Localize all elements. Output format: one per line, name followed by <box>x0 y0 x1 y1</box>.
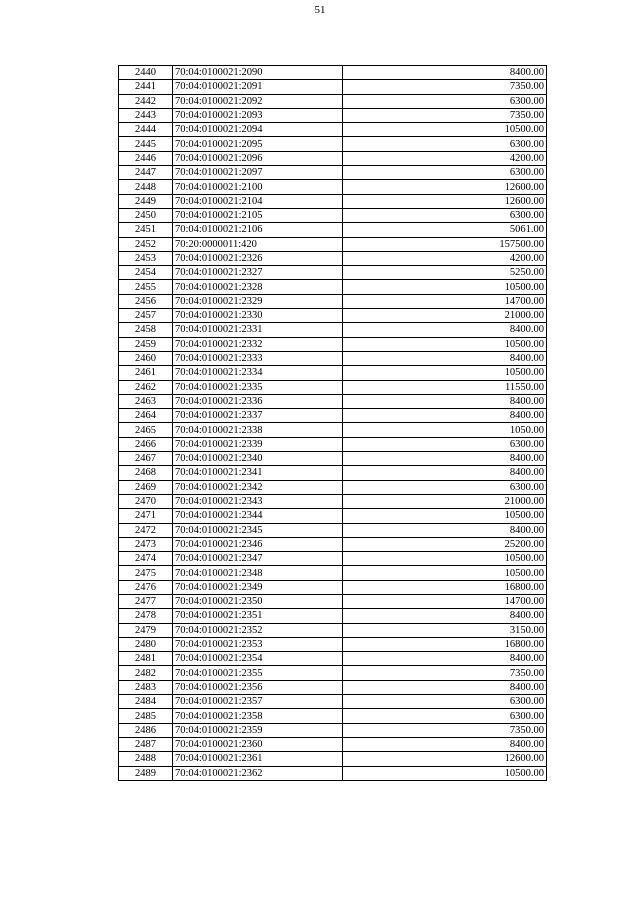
row-number-cell: 2440 <box>119 66 173 80</box>
row-number-cell: 2456 <box>119 294 173 308</box>
value-cell: 11550.00 <box>343 380 547 394</box>
table-row <box>119 723 547 737</box>
value-cell: 6300.00 <box>343 137 547 151</box>
row-number-cell: 2485 <box>119 709 173 723</box>
row-number-cell: 2477 <box>119 594 173 608</box>
value-cell: 10500.00 <box>343 509 547 523</box>
row-number-cell: 2475 <box>119 566 173 580</box>
row-number-cell: 2463 <box>119 394 173 408</box>
cadastral-number-cell: 70:04:0100021:2350 <box>173 594 343 608</box>
cadastral-number-cell: 70:04:0100021:2344 <box>173 509 343 523</box>
cadastral-number-cell: 70:04:0100021:2336 <box>173 394 343 408</box>
table-row <box>119 94 547 108</box>
value-cell: 10500.00 <box>343 366 547 380</box>
table-row <box>119 194 547 208</box>
cadastral-number-cell: 70:04:0100021:2343 <box>173 494 343 508</box>
cadastral-number-cell: 70:04:0100021:2104 <box>173 194 343 208</box>
table-row <box>119 537 547 551</box>
table-row <box>119 709 547 723</box>
table-row <box>119 480 547 494</box>
cadastral-number-cell: 70:04:0100021:2095 <box>173 137 343 151</box>
table-row <box>119 494 547 508</box>
table-row <box>119 123 547 137</box>
value-cell: 4200.00 <box>343 251 547 265</box>
value-cell: 5061.00 <box>343 223 547 237</box>
table-row <box>119 323 547 337</box>
row-number-cell: 2484 <box>119 695 173 709</box>
cadastral-number-cell: 70:04:0100021:2096 <box>173 151 343 165</box>
table-row <box>119 237 547 251</box>
cadastral-number-cell: 70:04:0100021:2353 <box>173 637 343 651</box>
cadastral-number-cell: 70:04:0100021:2346 <box>173 537 343 551</box>
row-number-cell: 2488 <box>119 752 173 766</box>
cadastral-number-cell: 70:04:0100021:2332 <box>173 337 343 351</box>
table-row <box>119 380 547 394</box>
row-number-cell: 2470 <box>119 494 173 508</box>
cadastral-number-cell: 70:04:0100021:2326 <box>173 251 343 265</box>
value-cell: 8400.00 <box>343 652 547 666</box>
cadastral-number-cell: 70:04:0100021:2360 <box>173 737 343 751</box>
value-cell: 6300.00 <box>343 208 547 222</box>
cadastral-number-cell: 70:04:0100021:2090 <box>173 66 343 80</box>
cadastral-number-cell: 70:04:0100021:2333 <box>173 351 343 365</box>
cadastral-number-cell: 70:04:0100021:2361 <box>173 752 343 766</box>
value-cell: 8400.00 <box>343 409 547 423</box>
cadastral-number-cell: 70:04:0100021:2329 <box>173 294 343 308</box>
cadastral-number-cell: 70:04:0100021:2093 <box>173 108 343 122</box>
cadastral-number-cell: 70:04:0100021:2106 <box>173 223 343 237</box>
value-cell: 6300.00 <box>343 695 547 709</box>
table-row <box>119 680 547 694</box>
value-cell: 8400.00 <box>343 523 547 537</box>
table-row <box>119 666 547 680</box>
table-row <box>119 294 547 308</box>
cadastral-number-cell: 70:04:0100021:2337 <box>173 409 343 423</box>
cadastral-number-cell: 70:04:0100021:2327 <box>173 266 343 280</box>
cadastral-number-cell: 70:04:0100021:2091 <box>173 80 343 94</box>
table-row <box>119 351 547 365</box>
value-cell: 8400.00 <box>343 609 547 623</box>
table-row <box>119 737 547 751</box>
row-number-cell: 2453 <box>119 251 173 265</box>
row-number-cell: 2448 <box>119 180 173 194</box>
row-number-cell: 2480 <box>119 637 173 651</box>
table-row <box>119 637 547 651</box>
cadastral-number-cell: 70:04:0100021:2094 <box>173 123 343 137</box>
cadastral-number-cell: 70:04:0100021:2348 <box>173 566 343 580</box>
row-number-cell: 2465 <box>119 423 173 437</box>
value-cell: 7350.00 <box>343 723 547 737</box>
row-number-cell: 2460 <box>119 351 173 365</box>
row-number-cell: 2476 <box>119 580 173 594</box>
cadastral-number-cell: 70:04:0100021:2357 <box>173 695 343 709</box>
table-row <box>119 509 547 523</box>
cadastral-number-cell: 70:04:0100021:2340 <box>173 452 343 466</box>
cadastral-number-cell: 70:04:0100021:2100 <box>173 180 343 194</box>
table-row <box>119 594 547 608</box>
cadastral-number-cell: 70:04:0100021:2097 <box>173 166 343 180</box>
value-cell: 10500.00 <box>343 123 547 137</box>
row-number-cell: 2481 <box>119 652 173 666</box>
row-number-cell: 2487 <box>119 737 173 751</box>
row-number-cell: 2447 <box>119 166 173 180</box>
cadastral-number-cell: 70:04:0100021:2330 <box>173 309 343 323</box>
table-row <box>119 695 547 709</box>
value-cell: 10500.00 <box>343 566 547 580</box>
cadastral-number-cell: 70:04:0100021:2335 <box>173 380 343 394</box>
value-cell: 6300.00 <box>343 94 547 108</box>
cadastral-number-cell: 70:04:0100021:2331 <box>173 323 343 337</box>
row-number-cell: 2446 <box>119 151 173 165</box>
table-row <box>119 437 547 451</box>
row-number-cell: 2461 <box>119 366 173 380</box>
row-number-cell: 2471 <box>119 509 173 523</box>
value-cell: 16800.00 <box>343 580 547 594</box>
table-row <box>119 266 547 280</box>
table-row <box>119 766 547 780</box>
row-number-cell: 2483 <box>119 680 173 694</box>
cadastral-number-cell: 70:04:0100021:2362 <box>173 766 343 780</box>
row-number-cell: 2479 <box>119 623 173 637</box>
cadastral-number-cell: 70:04:0100021:2338 <box>173 423 343 437</box>
table-row <box>119 452 547 466</box>
table-row <box>119 609 547 623</box>
cadastral-number-cell: 70:04:0100021:2358 <box>173 709 343 723</box>
table-row <box>119 108 547 122</box>
cadastral-number-cell: 70:04:0100021:2347 <box>173 552 343 566</box>
cadastral-number-cell: 70:04:0100021:2349 <box>173 580 343 594</box>
value-cell: 8400.00 <box>343 466 547 480</box>
cadastral-number-cell: 70:04:0100021:2342 <box>173 480 343 494</box>
table-row <box>119 566 547 580</box>
table-row <box>119 309 547 323</box>
cadastral-number-cell: 70:04:0100021:2359 <box>173 723 343 737</box>
value-cell: 21000.00 <box>343 494 547 508</box>
table-row <box>119 166 547 180</box>
value-cell: 6300.00 <box>343 166 547 180</box>
value-cell: 1050.00 <box>343 423 547 437</box>
row-number-cell: 2454 <box>119 266 173 280</box>
row-number-cell: 2458 <box>119 323 173 337</box>
row-number-cell: 2444 <box>119 123 173 137</box>
value-cell: 8400.00 <box>343 737 547 751</box>
row-number-cell: 2466 <box>119 437 173 451</box>
cadastral-number-cell: 70:04:0100021:2354 <box>173 652 343 666</box>
table-row <box>119 66 547 80</box>
value-cell: 10500.00 <box>343 552 547 566</box>
value-cell: 8400.00 <box>343 323 547 337</box>
value-cell: 6300.00 <box>343 437 547 451</box>
row-number-cell: 2478 <box>119 609 173 623</box>
cadastral-number-cell: 70:20:0000011:420 <box>173 237 343 251</box>
value-cell: 10500.00 <box>343 337 547 351</box>
row-number-cell: 2468 <box>119 466 173 480</box>
value-cell: 8400.00 <box>343 66 547 80</box>
row-number-cell: 2445 <box>119 137 173 151</box>
page-number: 51 <box>314 4 326 16</box>
value-cell: 16800.00 <box>343 637 547 651</box>
table-row <box>119 280 547 294</box>
cadastral-number-cell: 70:04:0100021:2105 <box>173 208 343 222</box>
table-row <box>119 580 547 594</box>
table-row <box>119 337 547 351</box>
row-number-cell: 2469 <box>119 480 173 494</box>
row-number-cell: 2455 <box>119 280 173 294</box>
row-number-cell: 2442 <box>119 94 173 108</box>
value-cell: 8400.00 <box>343 351 547 365</box>
value-cell: 10500.00 <box>343 766 547 780</box>
value-cell: 21000.00 <box>343 309 547 323</box>
row-number-cell: 2472 <box>119 523 173 537</box>
row-number-cell: 2464 <box>119 409 173 423</box>
value-cell: 5250.00 <box>343 266 547 280</box>
value-cell: 6300.00 <box>343 709 547 723</box>
cadastral-number-cell: 70:04:0100021:2092 <box>173 94 343 108</box>
value-cell: 8400.00 <box>343 394 547 408</box>
value-cell: 8400.00 <box>343 680 547 694</box>
value-cell: 25200.00 <box>343 537 547 551</box>
table-row <box>119 80 547 94</box>
cadastral-number-cell: 70:04:0100021:2345 <box>173 523 343 537</box>
value-cell: 14700.00 <box>343 294 547 308</box>
table-row <box>119 180 547 194</box>
row-number-cell: 2452 <box>119 237 173 251</box>
table-row <box>119 394 547 408</box>
row-number-cell: 2462 <box>119 380 173 394</box>
row-number-cell: 2441 <box>119 80 173 94</box>
row-number-cell: 2443 <box>119 108 173 122</box>
cadastral-number-cell: 70:04:0100021:2352 <box>173 623 343 637</box>
table-row <box>119 223 547 237</box>
value-cell: 10500.00 <box>343 280 547 294</box>
table-row <box>119 423 547 437</box>
row-number-cell: 2482 <box>119 666 173 680</box>
cadastral-number-cell: 70:04:0100021:2355 <box>173 666 343 680</box>
row-number-cell: 2457 <box>119 309 173 323</box>
row-number-cell: 2449 <box>119 194 173 208</box>
value-cell: 7350.00 <box>343 80 547 94</box>
value-cell: 157500.00 <box>343 237 547 251</box>
value-cell: 8400.00 <box>343 452 547 466</box>
table-row <box>119 652 547 666</box>
value-cell: 12600.00 <box>343 752 547 766</box>
row-number-cell: 2474 <box>119 552 173 566</box>
cadastral-number-cell: 70:04:0100021:2356 <box>173 680 343 694</box>
row-number-cell: 2450 <box>119 208 173 222</box>
row-number-cell: 2451 <box>119 223 173 237</box>
cadastral-number-cell: 70:04:0100021:2339 <box>173 437 343 451</box>
row-number-cell: 2489 <box>119 766 173 780</box>
cadastral-number-cell: 70:04:0100021:2341 <box>173 466 343 480</box>
value-cell: 14700.00 <box>343 594 547 608</box>
table-row <box>119 208 547 222</box>
cadastral-number-cell: 70:04:0100021:2328 <box>173 280 343 294</box>
row-number-cell: 2467 <box>119 452 173 466</box>
row-number-cell: 2473 <box>119 537 173 551</box>
cadastral-number-cell: 70:04:0100021:2351 <box>173 609 343 623</box>
value-cell: 3150.00 <box>343 623 547 637</box>
table-row <box>119 623 547 637</box>
table-row <box>119 366 547 380</box>
table-row <box>119 466 547 480</box>
table-row <box>119 151 547 165</box>
table-row <box>119 251 547 265</box>
value-cell: 4200.00 <box>343 151 547 165</box>
table-row <box>119 752 547 766</box>
data-table <box>118 65 547 781</box>
table-body <box>119 66 547 781</box>
table-row <box>119 523 547 537</box>
cadastral-number-cell: 70:04:0100021:2334 <box>173 366 343 380</box>
table-row <box>119 552 547 566</box>
value-cell: 12600.00 <box>343 180 547 194</box>
value-cell: 7350.00 <box>343 108 547 122</box>
row-number-cell: 2486 <box>119 723 173 737</box>
row-number-cell: 2459 <box>119 337 173 351</box>
value-cell: 6300.00 <box>343 480 547 494</box>
value-cell: 12600.00 <box>343 194 547 208</box>
table-row <box>119 137 547 151</box>
table-row <box>119 409 547 423</box>
value-cell: 7350.00 <box>343 666 547 680</box>
